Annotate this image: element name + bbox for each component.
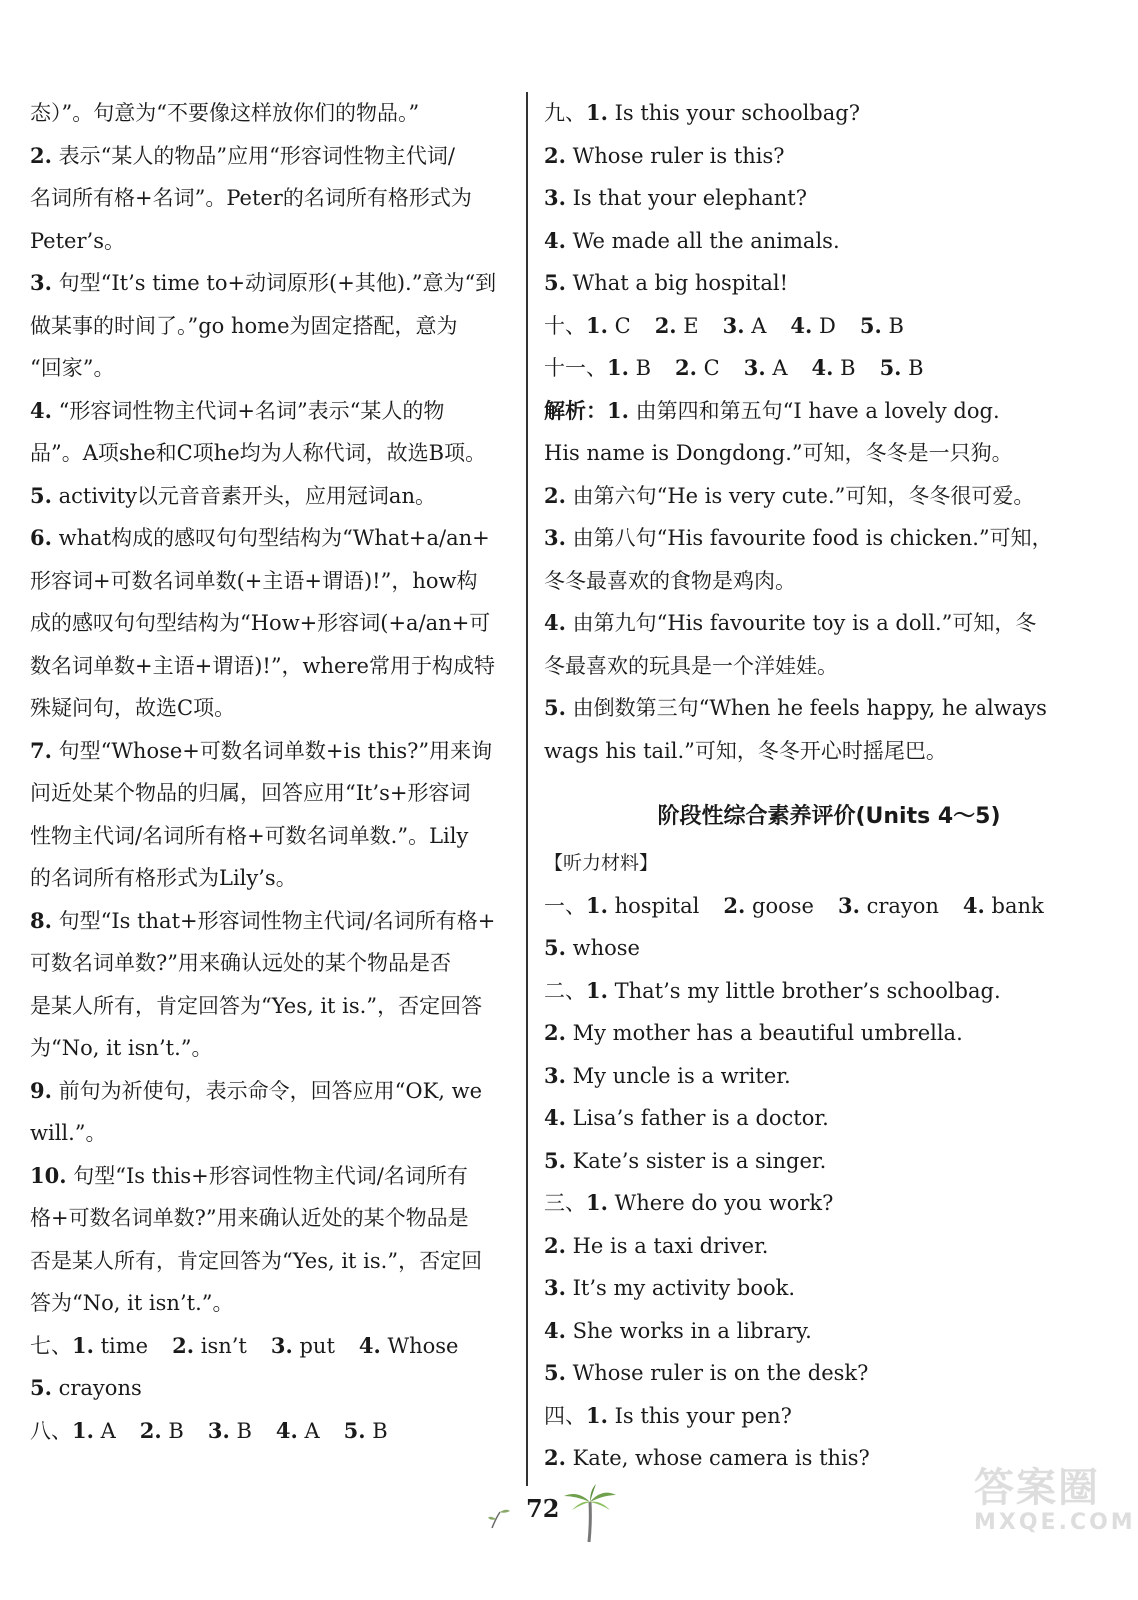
line-text: His name is Dongdong.”可知，冬冬是一只狗。 (544, 441, 1013, 465)
item-number: 4. (790, 312, 813, 338)
palm-tree-icon (560, 1482, 620, 1544)
text-line (30, 1112, 522, 1155)
text-line (30, 135, 522, 178)
watermark-text-bottom: MXQE.COM (974, 1510, 1136, 1535)
line-text: 由第六句“He is very cute.”可知，冬冬很可爱。 (565, 483, 1035, 508)
item-number: 1. (586, 1402, 608, 1428)
line-text: 殊疑问句，故选C项。 (30, 696, 236, 720)
text-line (544, 1182, 1114, 1225)
line-text: C (696, 356, 720, 380)
line-text: Whose ruler is on the desk? (565, 1361, 869, 1385)
line-text: 七、 (30, 1333, 72, 1358)
text-line (544, 970, 1114, 1013)
line-text: 句型“Is this+形容词性物主代词/名词所有 (66, 1163, 468, 1188)
item-number: 2. (544, 142, 566, 168)
text-line (544, 560, 1114, 603)
line-text: 答为“No, it isn’t.”。 (30, 1291, 234, 1315)
line-text: Whose ruler is this? (565, 143, 785, 168)
line-text: She works in a library. (565, 1318, 812, 1343)
item-number: 2. (30, 142, 52, 168)
page-number: 72 (526, 1494, 560, 1523)
line-text: 品”。A项she和C项he均为人称代词，故选B项。 (30, 441, 487, 465)
item-number: 3. (544, 1062, 566, 1088)
line-text: 由倒数第三句“When he feels happy, he always (565, 696, 1047, 720)
item-number: 1. (586, 1190, 608, 1215)
line-text: 九、 (544, 101, 586, 125)
line-text: time (93, 1333, 149, 1358)
text-line (544, 220, 1114, 263)
line-text: C (607, 313, 631, 338)
text-line (30, 687, 522, 730)
item-number: 10. (30, 1162, 67, 1188)
line-text: 前句为祈使句，表示命令，回答应用“OK, we (51, 1078, 483, 1103)
text-line (544, 687, 1114, 730)
text-line (30, 857, 522, 900)
text-line (30, 390, 522, 433)
item-number: 3. (270, 1332, 293, 1358)
line-text: A (765, 356, 788, 380)
item-number: 5. (859, 312, 882, 338)
line-text: 冬最喜欢的玩具是一个洋娃娃。 (544, 653, 838, 678)
left-column (30, 92, 522, 1452)
item-number: 5. (544, 695, 566, 720)
item-number: 4. (275, 1417, 298, 1443)
text-line (30, 815, 522, 858)
line-text: 由第八句“His favourite food is chicken.”可知， (565, 526, 1053, 550)
answers-part-2 (544, 92, 1114, 772)
listening-material-label: 【听力材料】 (544, 852, 659, 874)
text-line (544, 135, 1114, 178)
line-text: 名词所有格+名词”。Peter的名词所有格形式为 (30, 186, 472, 210)
text-line (30, 475, 522, 518)
line-text: 由第四和第五句“I have a lovely dog. (628, 398, 1000, 423)
item-number: 5. (30, 482, 52, 508)
item-number: 4. (30, 397, 52, 423)
line-text: Is that your elephant? (565, 186, 807, 210)
line-text: 三、 (544, 1191, 586, 1215)
line-text: 句型“Is that+形容词性物主代词/名词所有格+ (51, 908, 496, 933)
text-line (544, 1395, 1114, 1438)
item-number: 2. (654, 312, 677, 338)
line-text: Peter’s。 (30, 228, 125, 253)
item-number: 5. (544, 1360, 566, 1385)
line-text: “形容词性物主代词+名词”表示“某人的物 (51, 398, 445, 423)
text-line (30, 1070, 522, 1113)
line-text: 为“No, it isn’t.”。 (30, 1036, 213, 1060)
line-text: A (93, 1418, 116, 1443)
text-line (544, 645, 1114, 688)
text-line (30, 1367, 522, 1410)
line-text: B (833, 356, 856, 380)
item-number: 2. (544, 1445, 566, 1470)
column-divider (526, 92, 528, 1486)
line-text: 问近处某个物品的归属，回答应用“It’s+形容词 (30, 781, 471, 805)
text-line (30, 305, 522, 348)
line-text: He is a taxi driver. (565, 1233, 769, 1258)
line-text: Kate, whose camera is this? (565, 1446, 870, 1470)
line-text: isn’t (194, 1333, 247, 1358)
item-number: 1. (586, 892, 608, 918)
item-number: 1. (586, 100, 608, 125)
line-text: will.”。 (30, 1121, 107, 1145)
text-line (30, 1027, 522, 1070)
text-line (30, 220, 522, 263)
item-number: 4. (962, 892, 985, 918)
line-text: B (161, 1418, 184, 1443)
line-text: Is this your schoolbag? (607, 101, 860, 125)
line-text: 二、 (544, 978, 586, 1003)
line-text: 四、 (544, 1403, 586, 1428)
text-line (544, 1352, 1114, 1395)
item-number: 3. (207, 1417, 230, 1443)
line-text: Is this your pen? (607, 1403, 792, 1428)
text-line (544, 1097, 1114, 1140)
item-number: 2. (675, 355, 697, 380)
line-text: 成的感叹句句型结构为“How+形容词(+a/an+可 (30, 611, 491, 635)
text-line (30, 347, 522, 390)
item-number: 9. (30, 1077, 52, 1103)
line-text: 由第九句“His favourite toy is a doll.”可知，冬 (565, 611, 1037, 635)
item-number: 1. (607, 355, 629, 380)
line-text: Where do you work? (607, 1191, 834, 1215)
right-column (544, 92, 1114, 1480)
line-text: activity以元音音素开头，应用冠词an。 (51, 483, 436, 508)
sprout-icon (484, 1502, 514, 1532)
line-text: 句型“Whose+可数名词单数+is this?”用来询 (51, 738, 493, 763)
item-number: 5. (30, 1375, 52, 1400)
line-text: “回家”。 (30, 356, 115, 380)
section-title: 阶段性综合素养评价(Units 4～5) (657, 804, 1001, 829)
line-text: 一、 (544, 893, 586, 918)
line-text: My uncle is a writer. (565, 1063, 791, 1088)
line-text: It’s my activity book. (565, 1276, 796, 1300)
line-text: 格+可数名词单数?”用来确认近处的某个物品是 (30, 1206, 469, 1230)
line-text: A (744, 313, 767, 338)
text-line (544, 1225, 1114, 1268)
item-number: 4. (811, 355, 834, 380)
line-text: what构成的感叹句句型结构为“What+a/an+ (51, 526, 490, 550)
text-line (30, 92, 522, 135)
line-text: 做某事的时间了。”go home为固定搭配，意为 (30, 313, 458, 338)
text-line (30, 432, 522, 475)
item-number: 5. (879, 355, 902, 380)
item-number: 5. (544, 935, 566, 960)
text-line (30, 772, 522, 815)
item-number: 2. (172, 1332, 195, 1358)
item-number: 3. (544, 525, 566, 550)
text-line (544, 517, 1114, 560)
item-number: 3. (837, 892, 860, 918)
line-text: D (812, 313, 836, 338)
text-line (30, 602, 522, 645)
item-number: 5. (544, 270, 566, 295)
item-number: 3. (30, 270, 52, 295)
text-line (544, 1267, 1114, 1310)
line-text: whose (565, 936, 640, 960)
line-text: We made all the animals. (565, 228, 840, 253)
item-number: 1. (586, 977, 608, 1003)
watermark-text-top: 答案圈 (974, 1465, 1100, 1511)
line-text: hospital (607, 893, 700, 918)
line-text: What a big hospital! (565, 271, 789, 295)
line-text: 是某人所有，肯定回答为“Yes, it is.”，否定回答 (30, 993, 483, 1018)
item-number: 3. (743, 355, 766, 380)
line-text: 冬冬最喜欢的食物是鸡肉。 (544, 568, 796, 593)
text-line (544, 92, 1114, 135)
page-footer (0, 1465, 1138, 1550)
text-line (544, 432, 1114, 475)
item-number: 2. (544, 482, 566, 508)
line-text: 可数名词单数?”用来确认远处的某个物品是否 (30, 951, 451, 975)
text-line (544, 1012, 1114, 1055)
watermark-logo (974, 1465, 1136, 1538)
text-line (30, 1197, 522, 1240)
line-text: B (881, 313, 904, 338)
line-text: B (901, 356, 924, 380)
item-number: 1. (72, 1417, 94, 1443)
text-line (30, 1240, 522, 1283)
text-line (544, 1140, 1114, 1183)
text-line (30, 262, 522, 305)
line-text: My mother has a beautiful umbrella. (565, 1021, 963, 1045)
line-text: 表示“某人的物品”应用“形容词性物主代词/ (51, 143, 455, 168)
text-line (544, 390, 1114, 433)
line-text: 数名词单数+主语+谓语)!”，where常用于构成特 (30, 653, 495, 678)
line-text: Kate’s sister is a singer. (565, 1148, 827, 1173)
line-text: Lisa’s father is a doctor. (565, 1106, 829, 1130)
item-number: 解析： (544, 397, 607, 423)
line-text: 否是某人所有，肯定回答为“Yes, it is.”，否定回 (30, 1248, 483, 1273)
line-text: goose (745, 893, 814, 918)
listening-material (544, 885, 1114, 1480)
line-text: Whose (380, 1333, 459, 1358)
line-text: crayons (51, 1376, 142, 1400)
text-line (30, 730, 522, 773)
text-line (30, 560, 522, 603)
item-number: 2. (139, 1417, 162, 1443)
text-line (30, 985, 522, 1028)
item-number: 4. (544, 1105, 566, 1130)
text-line (544, 1055, 1114, 1098)
item-number: 4. (544, 610, 566, 635)
text-line (544, 305, 1114, 348)
line-text: A (297, 1418, 320, 1443)
line-text: 十、 (544, 313, 586, 338)
line-text: 八、 (30, 1418, 72, 1443)
text-line (544, 347, 1114, 390)
text-line (544, 927, 1114, 970)
item-number: 5. (343, 1417, 366, 1443)
text-line (30, 942, 522, 985)
text-line (30, 1282, 522, 1325)
line-text: B (628, 356, 652, 380)
text-line (30, 645, 522, 688)
text-line (30, 1410, 522, 1453)
item-number: 2. (544, 1232, 566, 1258)
line-text: wags his tail.”可知，冬冬开心时摇尾巴。 (544, 738, 947, 763)
line-text: 形容词+可数名词单数(+主语+谓语)!”，how构 (30, 568, 478, 593)
text-line (544, 885, 1114, 928)
text-line (544, 475, 1114, 518)
item-number: 1. (607, 397, 629, 423)
line-text: crayon (859, 893, 939, 918)
text-line (544, 1310, 1114, 1353)
line-text: 的名词所有格形式为Lily’s。 (30, 866, 297, 890)
line-text: B (365, 1418, 388, 1443)
item-number: 4. (544, 227, 566, 253)
item-number: 5. (544, 1147, 566, 1173)
item-number: 2. (544, 1020, 566, 1045)
item-number: 8. (30, 907, 52, 933)
item-number: 6. (30, 525, 52, 550)
line-text: 十一、 (544, 356, 607, 380)
item-number: 3. (544, 1275, 566, 1300)
text-line (544, 262, 1114, 305)
line-text: That’s my little brother’s schoolbag. (607, 978, 1001, 1003)
line-text: 句型“It’s time to+动词原形(+其他).”意为“到 (51, 271, 497, 295)
line-text: bank (984, 893, 1044, 918)
item-number: 3. (544, 185, 566, 210)
item-number: 1. (72, 1332, 94, 1358)
item-number: 2. (723, 892, 746, 918)
text-line (544, 730, 1114, 773)
item-number: 7. (30, 737, 52, 763)
text-line (30, 1325, 522, 1368)
item-number: 4. (358, 1332, 381, 1358)
line-text: B (229, 1418, 252, 1443)
text-line (30, 177, 522, 220)
line-text: 态）”。句意为“不要像这样放你们的物品。” (30, 101, 420, 125)
line-text: put (292, 1333, 335, 1358)
item-number: 3. (722, 312, 745, 338)
text-line (30, 900, 522, 943)
item-number: 1. (586, 312, 608, 338)
text-line (30, 517, 522, 560)
line-text: 性物主代词/名词所有格+可数名词单数.”。Lily (30, 823, 469, 848)
text-line (544, 177, 1114, 220)
item-number: 4. (544, 1317, 566, 1343)
text-line (544, 602, 1114, 645)
text-line (30, 1155, 522, 1198)
line-text: E (676, 313, 699, 338)
